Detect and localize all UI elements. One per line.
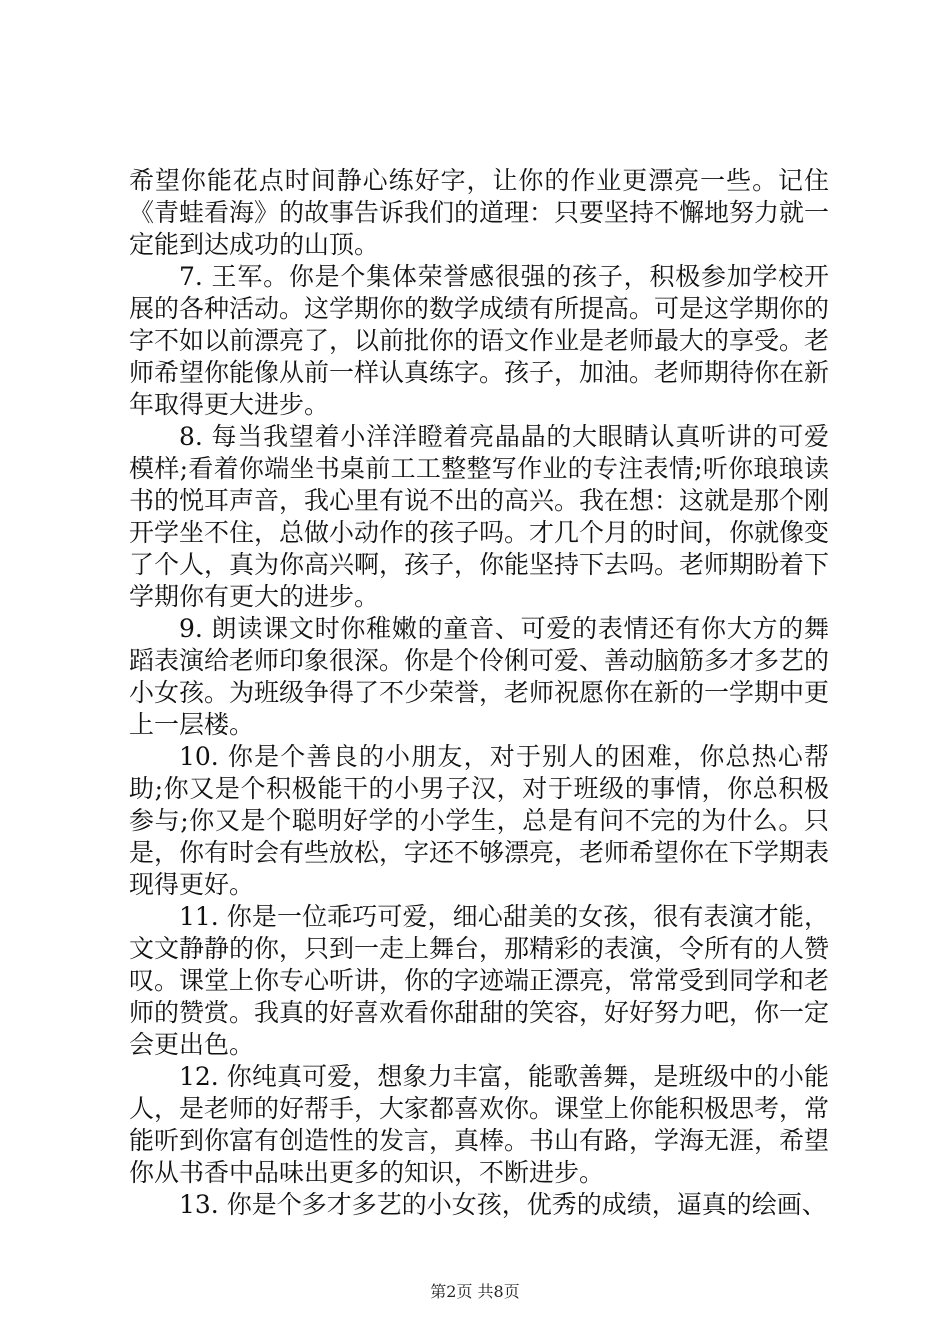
paragraph-comment-11: 11. 你是一位乖巧可爱，细心甜美的女孩，很有表演才能，文文静静的你，只到一走上舞台，那精彩的表演，令所有的人赞叹。课堂上你专心听讲，你的字迹端正漂亮，常常受到同学和老师的赞赏。我真的好喜欢看你甜甜的笑容，好好努力吧，你一定会更出色。 [129,902,830,1059]
paragraph-comment-12: 12. 你纯真可爱，想象力丰富，能歌善舞，是班级中的小能人，是老师的好帮手，大家都喜欢你。课堂上你能积极思考，常能听到你富有创造性的发言，真棒。书山有路，学海无涯，希望你从书香中品味出更多的知识，不断进步。 [129,1062,830,1187]
paragraph-comment-9: 9. 朗读课文时你稚嫩的童音、可爱的表情还有你大方的舞蹈表演给老师印象很深。你是个伶俐可爱、善动脑筋多才多艺的小女孩。为班级争得了不少荣誉，老师祝愿你在新的一学期中更上一层楼。 [129,614,830,739]
paragraph-comment-8: 8. 每当我望着小洋洋瞪着亮晶晶的大眼睛认真听讲的可爱模样;看着你端坐书桌前工工整整写作业的专注表情;听你琅琅读书的悦耳声音，我心里有说不出的高兴。我在想：这就是那个刚开学坐不住，总做小动作的孩子吗。才几个月的时间，你就像变了个人，真为你高兴啊，孩子，你能坚持下去吗。老师期盼着下学期你有更大的进步。 [129,422,830,611]
page-footer: 第2页 共8页 [430,1282,520,1301]
paragraph-comment-13: 13. 你是个多才多艺的小女孩，优秀的成绩，逼真的绘画、 [179,1190,827,1219]
paragraph-comment-7: 7. 王军。你是个集体荣誉感很强的孩子，积极参加学校开展的各种活动。这学期你的数学成绩有所提高。可是这学期你的字不如以前漂亮了，以前批你的语文作业是老师最大的享受。老师希望你能像从前一样认真练字。孩子，加油。老师期待你在新年取得更大进步。 [129,262,830,419]
paragraph-comment-10: 10. 你是个善良的小朋友，对于别人的困难，你总热心帮助;你又是个积极能干的小男子汉，对于班级的事情，你总积极参与;你又是个聪明好学的小学生，总是有问不完的为什么。只是，你有时会有些放松，字还不够漂亮，老师希望你在下学期表现得更好。 [129,742,830,899]
document-body [129,165,829,1221]
paragraph-continuation: 希望你能花点时间静心练好字，让你的作业更漂亮一些。记住《青蛙看海》的故事告诉我们的道理：只要坚持不懈地努力就一定能到达成功的山顶。 [129,166,830,259]
